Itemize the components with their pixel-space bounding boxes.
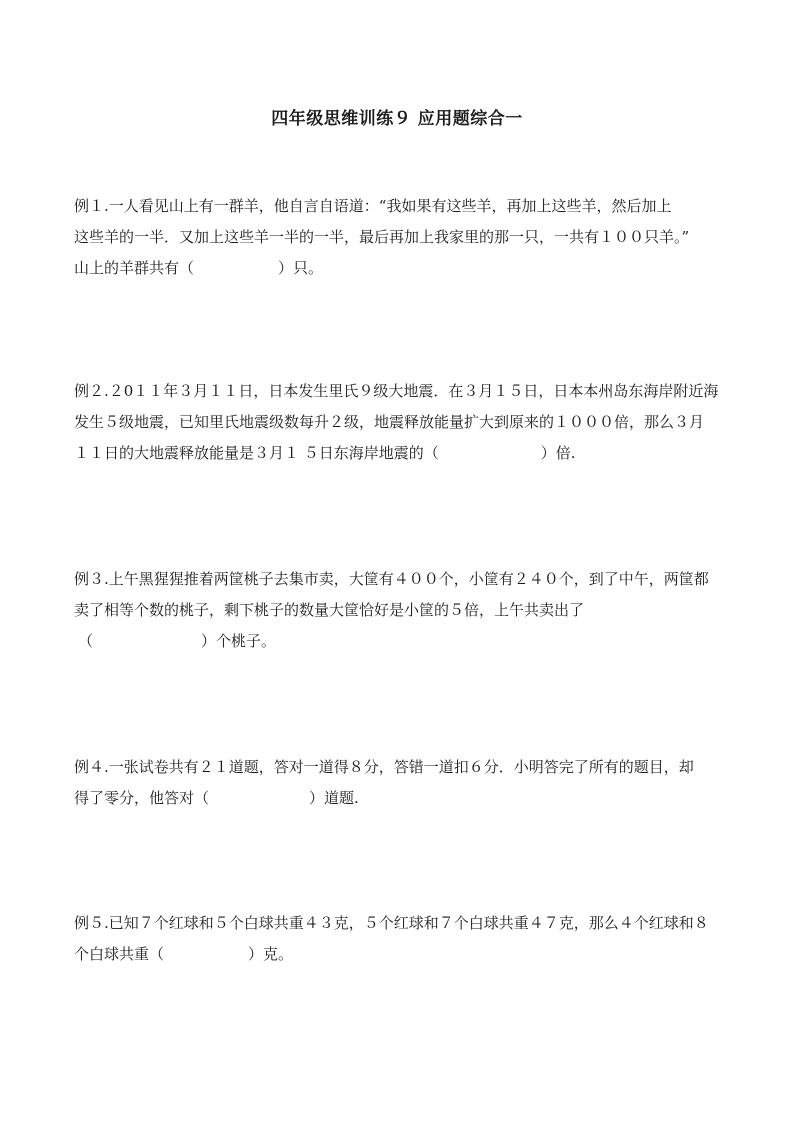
problem-5-line-2 [74,939,724,970]
problem-4-answer-prefix: 得了零分，他答对（ [74,789,210,807]
problem-2 [74,376,724,469]
problem-3 [74,564,724,657]
problem-2-line-2: 发生５级地震，已知里氏地震级数每升２级，地震释放能量扩大到原来的１０００倍，那么３月 [74,413,705,431]
page-title: 四年级思维训练９ 应用题综合一 [271,109,523,129]
problem-5-answer-prefix: 个白球共重（ [74,945,165,963]
problem-4-line-2 [74,783,724,814]
problem-1-line-2: 这些羊的一半．又加上这些羊一半的一半，最后再加上我家里的那一只，一共有１００只羊。” [74,228,690,246]
problem-4 [74,752,724,814]
problem-1-line-3 [74,253,724,284]
problem-1-answer-prefix: 山上的羊群共有（ [74,259,195,277]
problem-3-line-1: 例３.上午黑猩猩推着两筐桃子去集市卖，大筐有４００个，小筐有２４０个，到了中午，两筐都 [74,570,709,588]
problem-3-line-2: 卖了相等个数的桃子，剩下桃子的数量大筐恰好是小筐的５倍，上午共卖出了 [74,601,585,619]
problem-4-answer-suffix: ）道题. [309,789,359,807]
problem-5-line-1: 例５.已知７个红球和５个白球共重４３克，５个红球和７个白球共重４７克，那么４个红球和８ [74,914,709,932]
problem-3-answer-suffix: ）个桃子。 [201,632,277,650]
problem-5-answer-suffix: ）克。 [248,945,294,963]
problem-1-answer-suffix: ）只。 [278,259,324,277]
problem-2-answer-prefix: １１日的大地震释放能量是３月１ ５日东海岸地震的（ [74,444,439,462]
problem-2-line-1: 例２.２0１１年３月１１日，日本发生里氏９级大地震．在３月１５日，日本本州岛东海岸附近海 [74,382,719,400]
problem-1 [74,191,724,284]
problem-2-line-3 [74,438,724,469]
problem-1-line-1: 例１.一人看见山上有一群羊，他自言自语道：“我如果有这些羊，再加上这些羊，然后加上 [74,197,672,215]
problem-4-line-1: 例４.一张试卷共有２１道题，答对一道得８分，答错一道扣６分．小明答完了所有的题目，却 [74,758,694,776]
problem-3-answer-prefix: （ [78,632,94,650]
problem-5 [74,908,724,970]
problem-3-line-3 [74,626,724,657]
problem-2-answer-suffix: ）倍. [540,444,576,462]
